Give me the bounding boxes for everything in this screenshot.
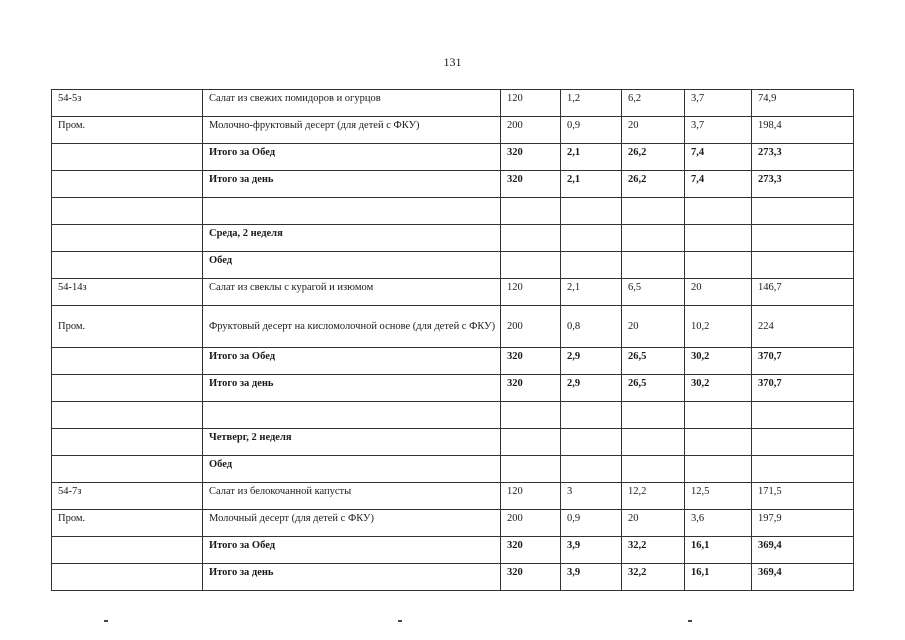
cell-kcal: 197,9	[752, 510, 854, 537]
table-row	[52, 348, 854, 375]
cell-weight: 320	[501, 348, 561, 375]
cell-proteins: 2,9	[561, 348, 622, 375]
cell-kcal: 370,7	[752, 348, 854, 375]
cell-weight: 200	[501, 117, 561, 144]
table-row	[52, 90, 854, 117]
cell-name: Салат из белокочанной капусты	[203, 483, 501, 510]
table-row	[52, 375, 854, 402]
table-row	[52, 537, 854, 564]
cell-kcal: 273,3	[752, 144, 854, 171]
cell-fats: 26,2	[622, 171, 685, 198]
cell-weight	[501, 456, 561, 483]
table-row	[52, 564, 854, 591]
table-row	[52, 198, 854, 225]
cell-kcal: 369,4	[752, 537, 854, 564]
cell-weight: 120	[501, 483, 561, 510]
cell-name: Салат из свеклы с курагой и изюмом	[203, 279, 501, 306]
cell-proteins: 2,9	[561, 375, 622, 402]
table-row	[52, 306, 854, 348]
cell-kcal: 224	[752, 306, 854, 348]
cell-name: Молочно-фруктовый десерт (для детей с ФКУ)	[203, 117, 501, 144]
cell-kcal: 146,7	[752, 279, 854, 306]
cell-proteins	[561, 198, 622, 225]
cell-code	[52, 456, 203, 483]
cell-kcal: 74,9	[752, 90, 854, 117]
cell-carbs: 20	[685, 279, 752, 306]
menu-table-body	[52, 90, 854, 591]
cell-weight	[501, 198, 561, 225]
table-row	[52, 456, 854, 483]
cell-fats: 32,2	[622, 537, 685, 564]
table-row	[52, 483, 854, 510]
cell-code: Пром.	[52, 510, 203, 537]
cell-name: Молочный десерт (для детей с ФКУ)	[203, 510, 501, 537]
cell-carbs	[685, 252, 752, 279]
cell-code	[52, 198, 203, 225]
cell-code: 54-7з	[52, 483, 203, 510]
cell-kcal: 370,7	[752, 375, 854, 402]
cell-code	[52, 144, 203, 171]
cell-carbs	[685, 429, 752, 456]
cell-fats	[622, 252, 685, 279]
cell-code	[52, 171, 203, 198]
table-row	[52, 225, 854, 252]
cell-proteins: 2,1	[561, 279, 622, 306]
cell-carbs: 30,2	[685, 348, 752, 375]
cell-weight: 120	[501, 90, 561, 117]
cell-code	[52, 537, 203, 564]
cell-name: Итого за день	[203, 564, 501, 591]
cell-name: Обед	[203, 252, 501, 279]
cell-proteins	[561, 456, 622, 483]
cell-kcal: 369,4	[752, 564, 854, 591]
cell-weight: 200	[501, 306, 561, 348]
cell-fats	[622, 402, 685, 429]
table-row	[52, 402, 854, 429]
cell-proteins: 3,9	[561, 564, 622, 591]
cell-code	[52, 564, 203, 591]
cell-kcal	[752, 198, 854, 225]
table-row	[52, 510, 854, 537]
cell-weight: 320	[501, 537, 561, 564]
table-row	[52, 279, 854, 306]
cell-code	[52, 225, 203, 252]
page-number: 131	[443, 55, 462, 69]
cell-name: Среда, 2 неделя	[203, 225, 501, 252]
cell-weight: 320	[501, 171, 561, 198]
cell-weight: 200	[501, 510, 561, 537]
table-row	[52, 171, 854, 198]
cell-weight: 320	[501, 564, 561, 591]
cell-proteins: 1,2	[561, 90, 622, 117]
cell-weight	[501, 429, 561, 456]
scan-mark	[398, 620, 402, 622]
cell-fats: 6,5	[622, 279, 685, 306]
cell-carbs: 12,5	[685, 483, 752, 510]
cell-weight	[501, 225, 561, 252]
cell-name: Обед	[203, 456, 501, 483]
cell-name: Четверг, 2 неделя	[203, 429, 501, 456]
cell-code	[52, 402, 203, 429]
cell-code	[52, 429, 203, 456]
cell-carbs	[685, 198, 752, 225]
table-row	[52, 429, 854, 456]
cell-fats	[622, 456, 685, 483]
cell-name: Итого за день	[203, 171, 501, 198]
cell-code: Пром.	[52, 117, 203, 144]
cell-name: Фруктовый десерт на кисломолочной основе (для детей с ФКУ)	[203, 306, 501, 348]
cell-proteins: 0,8	[561, 306, 622, 348]
cell-weight: 320	[501, 375, 561, 402]
cell-proteins: 3	[561, 483, 622, 510]
cell-code: Пром.	[52, 306, 203, 348]
cell-weight: 120	[501, 279, 561, 306]
cell-kcal	[752, 225, 854, 252]
cell-name: Итого за Обед	[203, 144, 501, 171]
cell-name: Итого за Обед	[203, 537, 501, 564]
cell-fats: 32,2	[622, 564, 685, 591]
cell-name: Итого за день	[203, 375, 501, 402]
cell-carbs: 3,7	[685, 90, 752, 117]
cell-proteins	[561, 429, 622, 456]
cell-fats: 26,2	[622, 144, 685, 171]
cell-fats	[622, 225, 685, 252]
scan-mark	[688, 620, 692, 622]
cell-fats: 20	[622, 306, 685, 348]
cell-fats	[622, 429, 685, 456]
cell-fats	[622, 198, 685, 225]
table-row	[52, 144, 854, 171]
cell-proteins	[561, 225, 622, 252]
cell-weight: 320	[501, 144, 561, 171]
cell-proteins: 2,1	[561, 144, 622, 171]
cell-carbs	[685, 402, 752, 429]
cell-kcal	[752, 456, 854, 483]
cell-proteins	[561, 252, 622, 279]
cell-weight	[501, 252, 561, 279]
cell-weight	[501, 402, 561, 429]
cell-code: 54-14з	[52, 279, 203, 306]
cell-code: 54-5з	[52, 90, 203, 117]
cell-name	[203, 198, 501, 225]
cell-fats: 20	[622, 117, 685, 144]
cell-carbs: 16,1	[685, 564, 752, 591]
cell-kcal: 171,5	[752, 483, 854, 510]
cell-carbs	[685, 456, 752, 483]
cell-proteins: 3,9	[561, 537, 622, 564]
cell-code	[52, 252, 203, 279]
scan-mark	[104, 620, 108, 622]
cell-kcal: 273,3	[752, 171, 854, 198]
cell-kcal	[752, 252, 854, 279]
cell-proteins	[561, 402, 622, 429]
cell-name: Салат из свежих помидоров и огурцов	[203, 90, 501, 117]
cell-proteins: 0,9	[561, 117, 622, 144]
cell-fats: 6,2	[622, 90, 685, 117]
cell-name: Итого за Обед	[203, 348, 501, 375]
scan-edge-marks	[0, 620, 905, 630]
cell-fats: 12,2	[622, 483, 685, 510]
cell-carbs: 16,1	[685, 537, 752, 564]
cell-name	[203, 402, 501, 429]
cell-carbs: 3,6	[685, 510, 752, 537]
cell-kcal	[752, 429, 854, 456]
table-row	[52, 252, 854, 279]
cell-carbs: 30,2	[685, 375, 752, 402]
cell-fats: 26,5	[622, 348, 685, 375]
cell-carbs: 3,7	[685, 117, 752, 144]
cell-carbs	[685, 225, 752, 252]
cell-code	[52, 348, 203, 375]
cell-fats: 26,5	[622, 375, 685, 402]
cell-code	[52, 375, 203, 402]
cell-proteins: 2,1	[561, 171, 622, 198]
cell-proteins: 0,9	[561, 510, 622, 537]
table-row	[52, 117, 854, 144]
cell-carbs: 7,4	[685, 144, 752, 171]
cell-carbs: 7,4	[685, 171, 752, 198]
cell-carbs: 10,2	[685, 306, 752, 348]
cell-kcal: 198,4	[752, 117, 854, 144]
cell-fats: 20	[622, 510, 685, 537]
cell-kcal	[752, 402, 854, 429]
menu-table	[51, 89, 854, 591]
